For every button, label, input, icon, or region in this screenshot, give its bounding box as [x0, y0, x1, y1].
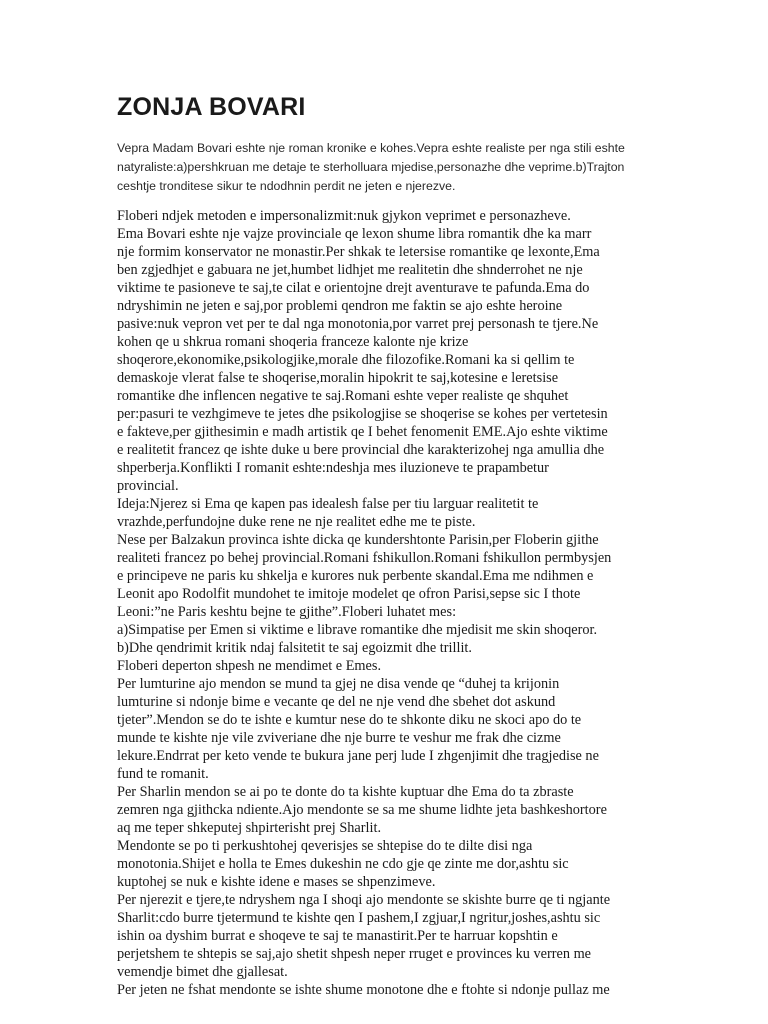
body-line: pasive:nuk vepron vet per te dal nga monotonia,por varret prej personash te tjere.Ne [117, 316, 599, 332]
body-line: e principeve ne paris ku shkelja e kurores nuk perbente skandal.Ema me ndihmen e [117, 568, 594, 584]
body-line: Per lumturine ajo mendon se mund ta gjej ne disa vende qe “duhej ta krijonin [117, 676, 560, 692]
body-line: romantike dhe inflencen negative te saj.Romani eshte veper realiste qe shquhet [117, 388, 569, 404]
intro-line: natyraliste:a)pershkruan me detaje te sterholluara mjedise,personazhe dhe veprime.b)Trajton [117, 160, 625, 174]
body-line: lekure.Endrrat per keto vende te bukura jane perj lude I zhgenjimit dhe tragjedise ne [117, 748, 599, 764]
body-line: realiteti francez po behej provincial.Romani fshikullon.Romani fshikullon permbysjen [117, 550, 612, 566]
body-text [117, 207, 662, 999]
body-line: kohen qe u shkrua romani shoqeria franceze kalonte nje krize [117, 334, 469, 350]
body-line: a)Simpatise per Emen si viktime e librave romantike dhe mjedisit me skin shoqeror. [117, 622, 598, 638]
body-line: per:pasuri te vezhgimeve te jetes dhe psikologjise se shoqerise se kohes per vertetesin [117, 406, 608, 422]
body-line: Sharlit:cdo burre tjetermund te kishte qen I pashem,I zgjuar,I ngritur,joshes,ashtu sic [117, 910, 601, 926]
body-line: perjetshem te shtepis se saj,ajo shetit shpesh neper rruget e provinces ku verren me [117, 946, 592, 962]
body-line: fund te romanit. [117, 766, 209, 782]
body-line: ben zgjedhjet e gabuara ne jet,humbet lidhjet me realitetin dhe shnderrohet ne nje [117, 262, 583, 278]
body-line: viktime te pasioneve te saj,te cilat e orientojne drejt aventurave te pafunda.Ema do [117, 280, 590, 296]
body-line: demaskoje vlerat false te shoqerise,moralin hipokrit te saj,kotesine e leretsise [117, 370, 559, 386]
body-line: Leonit apo Rodolfit mundohet te imitoje modelet qe ofron Parisi,sepse sic I thote [117, 586, 581, 602]
body-line: vemendje bimet dhe gjallesat. [117, 964, 288, 980]
intro-line: Vepra Madam Bovari eshte nje roman kronike e kohes.Vepra eshte realiste per nga stili eshte [117, 141, 625, 155]
body-line: Floberi ndjek metoden e impersonalizmit:nuk gjykon veprimet e personazheve. [117, 208, 571, 224]
body-line: aq me teper shkeputej shpirterisht prej Sharlit. [117, 820, 382, 836]
body-line: monotonia.Shijet e holla te Emes dukeshin ne cdo gje qe zinte me dor,ashtu sic [117, 856, 569, 872]
body-line: Ideja:Njerez si Ema qe kapen pas idealesh false per tiu larguar realitetit te [117, 496, 539, 512]
body-line: ishin oa dyshim burrat e shoqeve te saj te manastirit.Per te harruar kopshtin e [117, 928, 558, 944]
body-line: shoqerore,ekonomike,psikologjike,morale dhe filozofike.Romani ka si qellim te [117, 352, 575, 368]
intro-line: ceshtje tronditese sikur te ndodhnin perdit ne jeten e njerezve. [117, 179, 456, 193]
body-line: e realitetit francez qe ishte duke u bere provincial dhe karakterizohej nga amullia dhe [117, 442, 605, 458]
body-line: Ema Bovari eshte nje vajze provinciale qe lexon shume libra romantik dhe ka marr [117, 226, 592, 242]
body-line: zemren nga gjithcka ndiente.Ajo mendonte se sa me shume lidhte jeta bashkeshortore [117, 802, 607, 818]
body-line: e fakteve,per gjithesimin e madh artistik qe I behet fenomenit EME.Ajo eshte viktime [117, 424, 608, 440]
body-line: b)Dhe qendrimit kritik ndaj falsitetit te saj egoizmit dhe trillit. [117, 640, 472, 656]
body-line: Mendonte se po ti perkushtohej qeverisjes se shtepise do te dilte disi nga [117, 838, 533, 854]
body-line: vrazhde,perfundojne duke rene ne nje realitet edhe me te piste. [117, 514, 476, 530]
body-line: kuptohej se nuk e kishte idene e mases se shpenzimeve. [117, 874, 436, 890]
body-line: Floberi deperton shpesh ne mendimet e Emes. [117, 658, 382, 674]
body-line: shperberja.Konflikti I romanit eshte:ndeshja mes iluzioneve te prapambetur [117, 460, 549, 476]
body-line: Per Sharlin mendon se ai po te donte do ta kishte kuptuar dhe Ema do ta zbraste [117, 784, 574, 800]
body-line: lumturine si ndonje bime e vecante qe del ne nje vend dhe sbehet dot askund [117, 694, 556, 710]
body-line: provincial. [117, 478, 179, 494]
body-line: Per njerezit e tjere,te ndryshem nga I shoqi ajo mendonte se skishte burre qe ti ngjante [117, 892, 611, 908]
body-line: munde te kishte nje vile zviveriane dhe nje burre te veshur me frak dhe cizme [117, 730, 561, 746]
body-line: Leoni:”ne Paris keshtu bejne te gjithe”.Floberi luhatet mes: [117, 604, 457, 620]
page-title: ZONJA BOVARI [117, 93, 306, 121]
body-line: Per jeten ne fshat mendonte se ishte shume monotone dhe e ftohte si ndonje pullaz me [117, 982, 610, 998]
body-line: Nese per Balzakun provinca ishte dicka qe kundershtonte Parisin,per Floberin gjithe [117, 532, 599, 548]
body-line: tjeter”.Mendon se do te ishte e kumtur nese do te shkonte diku ne skoci apo do te [117, 712, 582, 728]
intro-paragraph [117, 139, 662, 196]
body-line: ndryshimin ne jeten e saj,por problemi qendron me faktin se ajo eshte heroine [117, 298, 563, 314]
body-line: nje formim konservator ne monastir.Per shkak te letersise romantike qe lexonte,Ema [117, 244, 600, 260]
